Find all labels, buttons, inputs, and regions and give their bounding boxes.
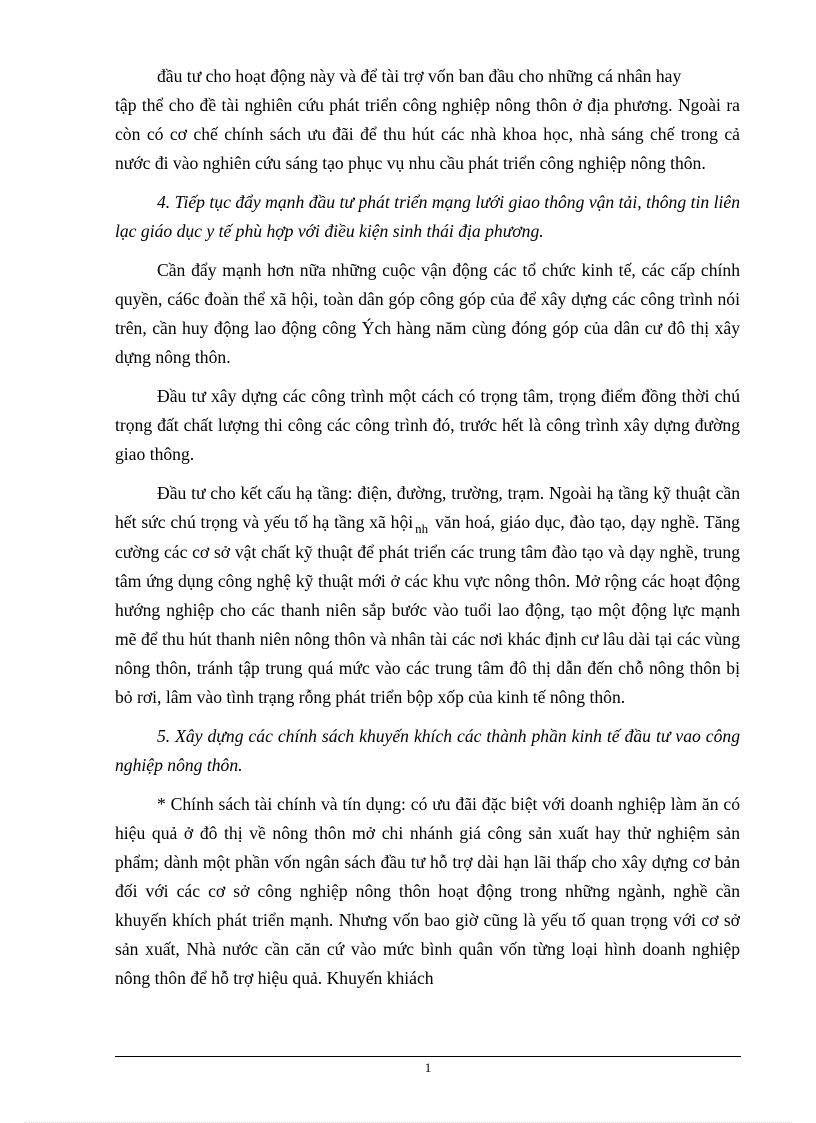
paragraph-continuation [115, 62, 740, 178]
section-heading-4: 4. Tiếp tục đẩy mạnh đầu tư phát triển mạng lưới giao thông vận tải, thông tin liên lạc giáo dục y tế phù hợp với điều kiện sinh thái địa phương. [115, 192, 740, 241]
section-heading-5: 5. Xây dựng các chính sách khuyến khích các thành phần kinh tế đầu tư vao công nghiệp nông thôn. [115, 726, 740, 775]
document-page [115, 62, 740, 1003]
paragraph-text-after: văn hoá, giáo dục, đào tạo, dạy nghề. Tăng cường các cơ sở vật chất kỹ thuật để phát triển các trung tâm đào tạo và dạy nghề, trung tâm ứng dụng công nghệ kỹ thuật mới ở các khu vực nông thôn. Mở rộng các hoạt động hướng nghiệp cho các thanh niên sắp bước vào tuổi lao động, tạo một động lực mạnh mẽ để thu hút thanh niên nông thôn và nhân tài các nơi khác định cư lâu dài tại các vùng nông thôn, tránh tập trung quá mức vào các trung tâm đô thị dẫn đến chỗ nông thôn bị bỏ rơi, lâm vào tình trạng rỗng phát triển bộp xốp của kinh tế nông thôn. [115, 512, 740, 707]
paragraph-text: tập thể cho đề tài nghiên cứu phát triển công nghiệp nông thôn ở địa phương. Ngoài ra còn có cơ chế chính sách ưu đãi để thu hút các nhà khoa học, nhà sáng chế trong cả nước đi vào nghiên cứu sáng tạo phục vụ nhu cầu phát triển công nghiệp nông thôn. [115, 95, 740, 173]
paragraph-mobilization: Cần đẩy mạnh hơn nữa những cuộc vận động các tổ chức kinh tế, các cấp chính quyền, cá6c đoàn thể xã hội, toàn dân góp công góp của để xây dựng các công trình nói trên, cần huy động lao động công Ých hàng năm cùng đóng góp của dân cư đô thị xây dựng nông thôn. [115, 260, 740, 367]
paragraph-lead-line: đầu tư cho hoạt động này và để tài trợ vốn ban đầu cho những cá nhân hay [157, 66, 682, 86]
page-number: 1 [424, 1060, 432, 1075]
footer-divider [115, 1056, 741, 1057]
subscript-fragment: nh [415, 521, 429, 536]
paragraph-infrastructure [115, 479, 740, 712]
paragraph-construction: Đầu tư xây dựng các công trình một cách có trọng tâm, trọng điểm đồng thời chú trọng đất chất lượng thi công các công trình đó, trước hết là công trình xây dựng đường giao thông. [115, 386, 740, 464]
paragraph-finance-policy: * Chính sách tài chính và tín dụng: có ưu đãi đặc biệt với doanh nghiệp làm ăn có hiệu quả ở đô thị về nông thôn mở chi nhánh giá công sản xuất hay thử nghiệm sản phẩm; dành một phần vốn ngân sách đầu tư hỗ trợ dài hạn lãi thấp cho xây dựng cơ bản đối với các cơ sở công nghiệp nông thôn hoạt động trong những ngành, nghề cần khuyến khích phát triển mạnh. Nhưng vốn bao giờ cũng là yếu tố quan trọng với cơ sở sản xuất, Nhà nước cần căn cứ vào mức bình quân vốn từng loại hình doanh nghiệp nông thôn để hỗ trợ hiệu quả. Khuyến khiách [115, 794, 740, 988]
paragraph-text-before: Đầu tư cho kết cấu hạ tầng: điện, đường, trường, trạm. Ngoài hạ tầng kỹ thuật cần hết sức chú trọng và yếu tố hạ tầng xã hội [115, 483, 740, 532]
